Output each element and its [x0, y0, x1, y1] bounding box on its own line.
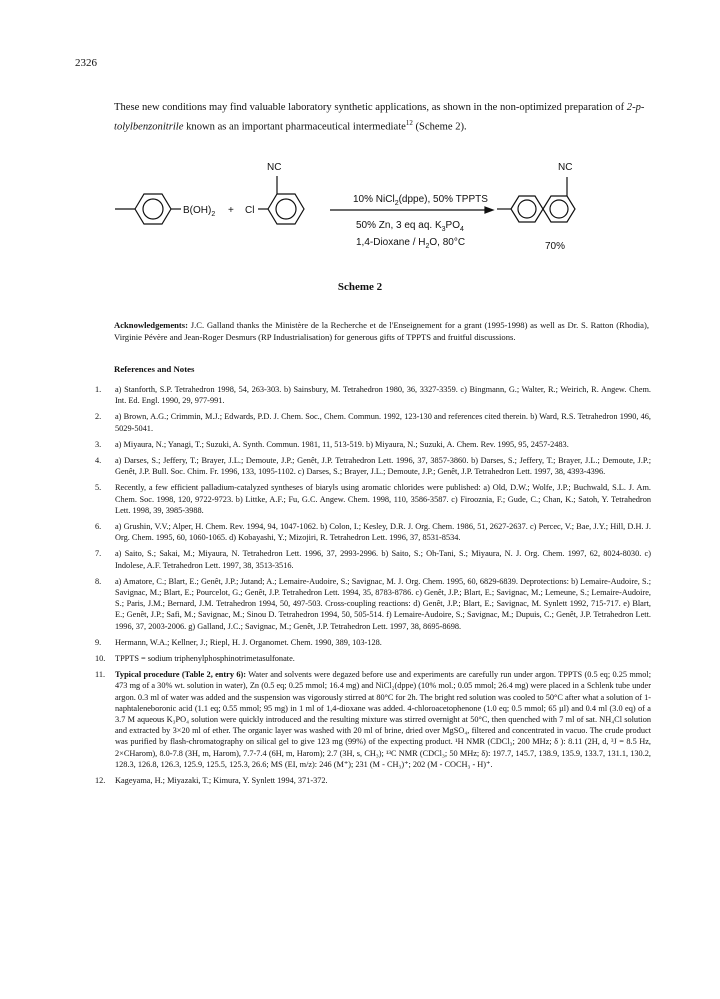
chloro-label: Cl: [245, 205, 255, 216]
intro-text-end: known as an important pharmaceutical intermediate: [183, 121, 406, 133]
intro-citation: 12: [405, 118, 413, 127]
ref-text: Hermann, W.A.; Kellner, J.; Riepl, H. J. Organomet. Chem. 1990, 389, 103-128.: [115, 637, 382, 647]
yield-label: 70%: [545, 241, 566, 252]
ref-number: 8.: [95, 576, 102, 586]
condition-line-3: 1,4-Dioxane / $H_2O$, 80°C: [356, 237, 466, 250]
acknowledgements: [114, 320, 649, 344]
nitrile-label-left: NC: [267, 162, 282, 173]
intro-text-start: These new conditions may find valuable laboratory synthetic applications, as shown in the non-optimized preparation of: [114, 102, 627, 113]
ref-number: 7.: [95, 549, 102, 559]
intro-paragraph: [114, 101, 649, 135]
ref-text: Kageyama, H.; Miyazaki, T.; Kimura, Y. Synlett 1994, 371-372.: [115, 776, 328, 786]
tolyl-aromatic-circle: [143, 199, 163, 219]
nitrile-label-right: NC: [558, 162, 573, 173]
scheme-2-diagram: [115, 152, 615, 257]
product-benzonitrile-circle: [550, 200, 568, 218]
boronic-acid-label: $B(OH)_2$: [183, 205, 216, 218]
ref-text: [115, 669, 651, 770]
intro-compound: 2-p-tolylbenzonitrile: [114, 102, 645, 133]
ref-number: 9.: [95, 637, 102, 647]
ref-text: a) Miyaura, N.; Yanagi, T.; Suzuki, A. Synth. Commun. 1981, 11, 513-519. b) Miyaura, N.; Suzuki, A. Chem. Rev. 1995, 95, 2457-2483.: [115, 439, 569, 449]
reference-item: [95, 439, 651, 450]
reference-item: [95, 384, 651, 406]
benzonitrile-aromatic-circle: [276, 199, 296, 219]
ref-text: a) Amatore, C.; Blart, E.; Genêt, J.P.; Jutand; A.; Lemaire-Audoire, S.; Savignac, M. J. Org. Chem. 1995, 60, 6829-6839. Deprotections: b) Lemaire-Audoire, S.; Savignac, M.; Blart, E.; Pourcelot, G.; Genêt, J.P. Tetrahedron Lett. 1994, 35, 8783-8786. c) Genêt, J.P.; Blart, E.; Savignac, M.; Lemeune, S.; Lemaire-Audoire, S.; Paris, J.M.; Bernard, J.M. Tetrahedron 1994, 50, 497-503. Cross-coupling reactions: d) Genêt, J.P.; Blart, E.; Savignac, M. Synlett 1992, 715-717. e) Blart, E.; Genêt, J.P.; Safi, M.; Savignac, M.; Sinou D. Tetrahedron 1994, 50, 505-514. f) Lemaire-Audoire, S.; Savignac, M.; Dupuis, C.; Genêt, J.P. Tetrahedron Lett. 1996, 37, 2003-2006. g) Galland, J.C.; Savignac, M.; Genêt, J.P. Tetrahedron Lett. 1997, 38, 8695-8698.: [115, 576, 651, 631]
arrow-head: [485, 207, 493, 213]
condition-line-1: 10% NiCl$_2$(dppe), 50% TPPTS: [353, 194, 488, 207]
reference-item: [95, 637, 651, 648]
product-tolyl-circle: [518, 200, 536, 218]
procedure-text: Water and solvents were degazed before use and experiments are carefully run under argon. TPPTS (0.5 eq; 0.25 mmol; 473 mg of a 30% wt. solution in water), Zn (0.5 eq; 0.25 mmol; 16.4 mg) and NiCl₂(dppe) (10% mol.; 0.05 mmol; 26.4 mg) were placed in a Schlenk tube under argon. 0.3 ml of water was added and the suspension was vigorously stirred at 80°C for 2h. The bright red solution was cooled to 50°C after what a solution of 1-naphtaleneboronic acid (1.1 eq; 0.55 mmol; 95 mg) in 1 ml of 1,4-dioxane was added. 4-chloroacetophenone (1.0 eq; 0.5 mmol; 65 µl) and 0.4 ml (3.0 eq) of a 3.7 M aqueous K₃PO₄ solution were quickly introduced and the resulting mixture was stirred overnight at 50°C, then quenched with 7 ml of sat. NH₄Cl solution and extracted by 3×20 ml of ether. The organic layer was washed with 20 ml of brine, dried over MgSO₄, filtered and concentrated in vacuo. The crude product was purified by flash-chromatography on silical gel to give 123 mg (99%) of the expecting product. ¹H NMR (CDCl₃; 200 MHz; δ ): 8.11 (2H, d, ³J = 8.5 Hz, 2×CHarom), 8.0-7.8 (3H, m, Harom), 7.7-7.4 (6H, m, Harom); 2.7 (3H, s, CH₃); ¹³C NMR (CDCl₃; 50 MHz; δ): 197.7, 145.7, 138.9, 135.9, 133.7, 131.1, 130.2, 128.3, 126.8, 126.3, 125.9, 125.5, 125.3, 26.6; MS (EI, m/z): 246 (M⁺); 231 (M - CH₃)⁺; 202 (M - COCH₃ - H)⁺.: [115, 670, 652, 769]
ref-text: a) Saito, S.; Sakai, M.; Miyaura, N. Tetrahedron Lett. 1996, 37, 2993-2996. b) Saito, S.; Oh-Tani, S.; Miyaura, N. J. Org. Chem. 1997, 62, 8024-8030. c) Indolese, A.F. Tetrahedron Lett. 1997, 38, 3513-3516.: [115, 549, 651, 570]
reference-item: [95, 521, 651, 543]
ref-number: 6.: [95, 522, 102, 532]
reference-item: [95, 775, 651, 786]
ref-text: a) Brown, A.G.; Crimmin, M.J.; Edwards, P.D. J. Chem. Soc., Chem. Commun. 1992, 123-130 and references cited therein. b) Ward, R.S. Tetrahedron 1990, 46, 5029-5041.: [115, 412, 651, 433]
reference-item: [95, 411, 651, 433]
reference-item: [95, 653, 651, 664]
page-number: 2326: [75, 57, 97, 69]
ref-number: 12.: [95, 776, 106, 786]
reference-item: [95, 669, 651, 770]
ref-text: Recently, a few efficient palladium-catalyzed syntheses of biaryls using aromatic chlorides were published: a) Old, D.W.; Wolfe, J.P.; Buchwald, S.L. J. Am. Chem. Soc. 1998, 120, 9722-9723. b) Littke, A.F.; Fu, G.C. Angew. Chem. 1998, 110, 3586-3587. c) Firooznia, F.; Gude, C.; Chan, K.; Satoh, Y. Tetrahedron Lett. 1998, 39, 3985-3988.: [115, 483, 651, 515]
ack-text: J.C. Galland thanks the Ministère de la Recherche et de l'Enseignement for a grant (1995-1998) as well as Dr. S. Ratton (Rhodia), Virginie Pévère and Jean-Roger Desmurs (RP Industrialisation) for generous gifts of TPPTS and fruitful discussions.: [114, 320, 649, 342]
ref-text: a) Darses, S.; Jeffery, T.; Brayer, J.L.; Demoute, J.P.; Genêt, J.P. Tetrahedron Lett. 1996, 37, 3857-3860. b) Darses, S.; Jeffery, T.; Brayer, J.L.; Demoute, J.P.; Genêt, J.P. Bull. Soc. Chim. Fr. 1996, 133, 1095-1102. c) Darses, S.; Brayer, J.L.; Demoute, J.P.; Genêt, J.P. Tetrahedron Lett. 1997, 38, 4393-4396.: [115, 456, 651, 477]
ref-number: 5.: [95, 483, 102, 493]
reference-item: [95, 548, 651, 570]
ref-number: 10.: [95, 654, 106, 664]
intro-scheme-ref: (Scheme 2).: [412, 121, 467, 133]
reference-item: [95, 576, 651, 632]
ref-number: 11.: [95, 670, 106, 680]
reference-item: [95, 482, 651, 516]
ref-text: TPPTS = sodium triphenylphosphinotrimetasulfonate.: [115, 654, 295, 664]
ack-label: Acknowledgements:: [114, 320, 188, 330]
reference-item: [95, 455, 651, 477]
ref-text: a) Stanforth, S.P. Tetrahedron 1998, 54, 263-303. b) Sainsbury, M. Tetrahedron 1980, 36, 3327-3359. c) Bingmann, G.; Walter, R.; Weirich, R. Angew. Chem. Int. Ed. Engl. 1990, 29, 977-991.: [115, 385, 651, 406]
references-list: [95, 384, 651, 791]
condition-line-2: 50% Zn, 3 eq aq. $K_3PO_4$: [356, 220, 464, 233]
ref-number: 3.: [95, 439, 102, 449]
ref-text: a) Grushin, V.V.; Alper, H. Chem. Rev. 1994, 94, 1047-1062. b) Colon, I.; Kesley, D.R. J. Org. Chem. 1986, 51, 2627-2637. c) Percec, V.; Bae, J.Y.; Hill, D.H. J. Org. Chem. 1995, 60, 1060-1065. d) Kobayashi, Y.; Mizojiri, R. Tetrahedron Lett. 1996, 37, 8531-8534.: [115, 522, 651, 543]
ref-number: 1.: [95, 385, 102, 394]
references-heading: References and Notes: [114, 364, 195, 374]
ref-number: 2.: [95, 412, 102, 422]
scheme-caption: Scheme 2: [337, 281, 383, 293]
plus-sign: +: [228, 205, 234, 216]
ref-number: 4.: [95, 456, 102, 466]
procedure-label: Typical procedure (Table 2, entry 6):: [115, 670, 247, 680]
